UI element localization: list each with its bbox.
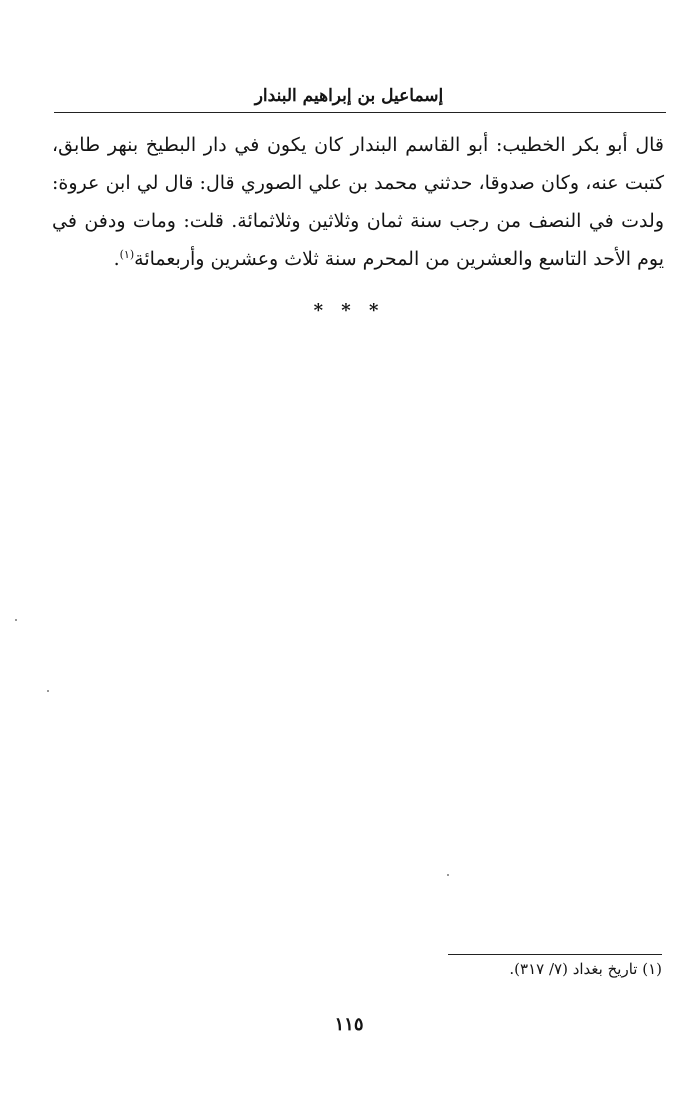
- main-paragraph: [52, 126, 664, 278]
- running-header-title: إسماعيل بن إبراهيم البندار: [254, 86, 444, 106]
- scan-speck: [15, 619, 17, 621]
- footnote-rule: [448, 954, 662, 955]
- paragraph-end-punct: .: [113, 248, 120, 270]
- scan-speck: [47, 690, 49, 692]
- paragraph-text: قال أبو بكر الخطيب: أبو القاسم البندار كان يكون في دار البطيخ بنهر طابق، كتبت عنه، وكان صدوقا، حدثني محمد بن علي الصوري قال: قال لي ابن عروة: ولدت في النصف من رجب سنة ثمان وثلاثين وثلاثمائة. قلت: ومات ودفن في يوم الأحد التاسع والعشرين من المحرم سنة ثلاث وعشرين وأربعمائة: [52, 134, 664, 270]
- scan-speck: [447, 874, 449, 876]
- footnote-reference: (١): [119, 248, 135, 261]
- footnote-text: (١) تاريخ بغداد (٧/ ٣١٧).: [509, 960, 662, 978]
- header-rule: [54, 112, 666, 113]
- section-separator: * * *: [313, 300, 385, 321]
- page-number: ١١٥: [334, 1014, 364, 1035]
